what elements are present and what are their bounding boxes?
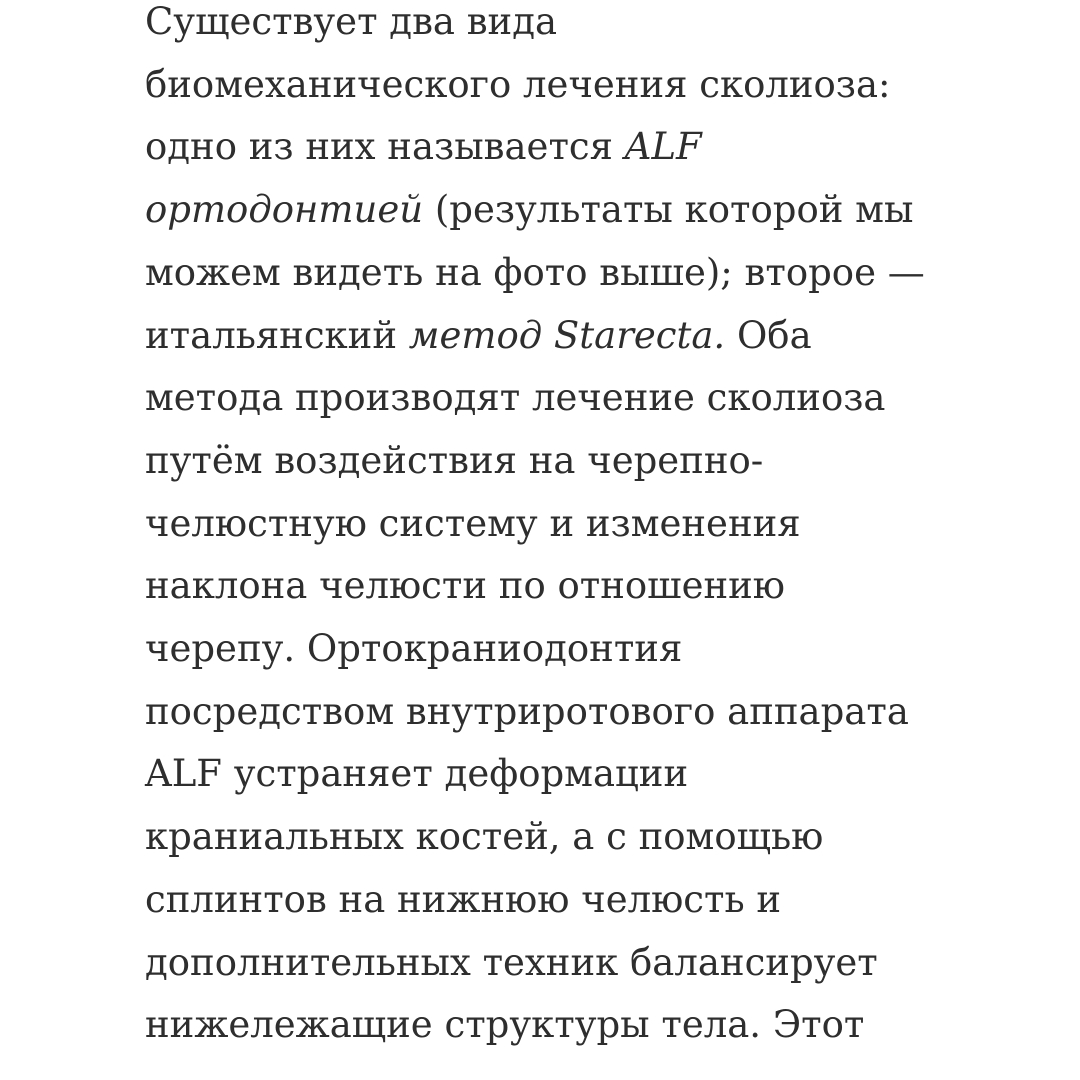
text-segment: итальянский [145,313,409,357]
italic-term: метод Starecta. [408,313,726,357]
text-segment: наклона челюсти по отношению [145,564,786,608]
text-segment: Существует два вида [145,0,558,43]
text-line [145,367,1045,430]
text-line [145,869,1045,932]
text-segment: Оба [725,313,812,357]
text-line [145,54,1045,117]
text-segment: сплинтов на нижнюю челюсть и [145,877,782,921]
text-line [145,116,1045,179]
italic-term: ортодонтией [145,188,424,232]
text-line [145,806,1045,869]
article-paragraph [145,0,1045,1057]
text-segment: метода производят лечение сколиоза [145,376,886,420]
text-segment: черепу. Ортокраниодонтия [145,627,683,671]
text-segment: можем видеть на фото выше); второе — [145,250,925,294]
text-segment: одно из них называется [145,125,625,169]
text-segment: челюстную систему и изменения [145,501,801,545]
text-segment: дополнительных техник балансирует [145,940,878,984]
text-line [145,743,1045,806]
text-line [145,681,1045,744]
text-line [145,430,1045,493]
text-line [145,555,1045,618]
text-line [145,493,1045,556]
text-line [145,179,1045,242]
text-segment: путём воздействия на черепно- [145,438,764,482]
text-line [145,305,1045,368]
text-line [145,0,1045,54]
text-segment: биомеханического лечения сколиоза: [145,62,891,106]
text-line [145,618,1045,681]
text-line [145,994,1045,1057]
text-line [145,932,1045,995]
text-segment: нижележащие структуры тела. Этот [145,1003,865,1047]
text-segment: ALF устраняет деформации [145,752,689,796]
text-segment: краниальных костей, а с помощью [145,815,824,859]
italic-term: ALF [624,125,702,169]
text-segment: посредством внутриротового аппарата [145,689,909,733]
text-line [145,242,1045,305]
text-segment: (результаты которой мы [423,188,914,232]
